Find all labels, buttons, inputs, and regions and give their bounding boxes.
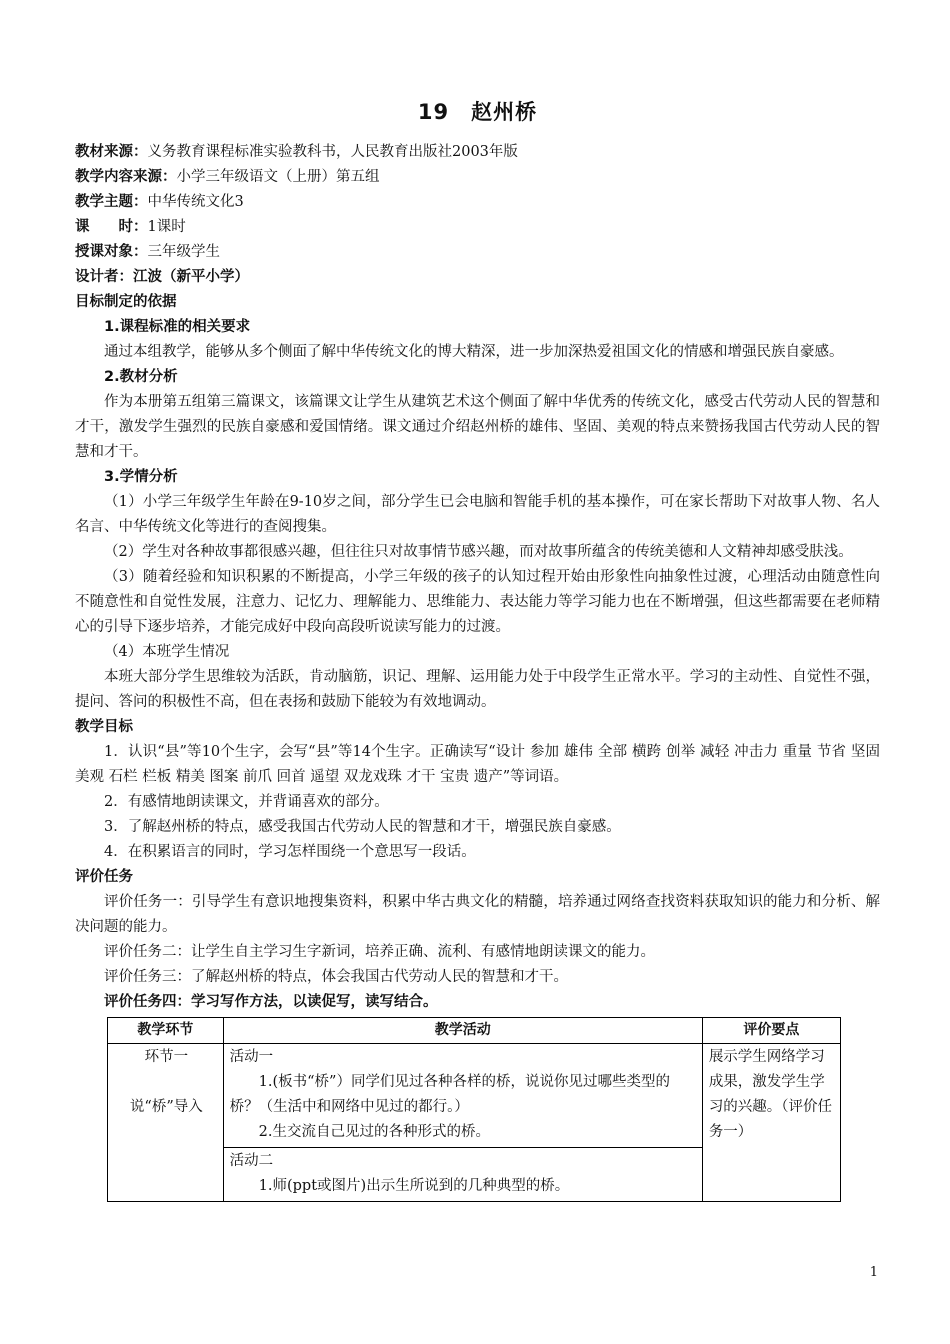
eval-task: 评价任务一：引导学生有意识地搜集资料，积累中华古典文化的精髓，培养通过网络查找资料获取知识的能力和分析、解决问题的能力。: [75, 894, 880, 935]
paragraph: 通过本组教学，能够从多个侧面了解中华传统文化的博大精深，进一步加深热爱祖国文化的情感和增强民族自豪感。: [104, 344, 844, 360]
meta-value: 中华传统文化3: [147, 194, 244, 210]
table-header: 教学环节: [108, 1018, 224, 1044]
eval-heading: 评价任务: [75, 869, 133, 885]
meta-key: 授课对象：: [75, 244, 148, 260]
activity-title: 活动二: [229, 1153, 274, 1169]
paragraph: （1）小学三年级学生年龄在9-10岁之间，部分学生已会电脑和智能手机的基本操作，可在家长帮助下对故事人物、名人名言、中华传统文化等进行的查阅搜集。: [75, 494, 880, 535]
meta-source: [75, 140, 880, 165]
section-title: 3.学情分析: [104, 469, 178, 485]
meta-value: 义务教育课程标准实验教科书，人民教育出版社2003年版: [147, 144, 518, 160]
stage-number: 环节一: [144, 1049, 189, 1065]
section-title: 2.教材分析: [104, 369, 178, 385]
meta-value: 小学三年级语文（上册）第五组: [176, 169, 380, 185]
meta-designer: 设计者：江波（新平小学）: [75, 269, 249, 285]
meta-key: 教材来源：: [75, 144, 148, 160]
activity-line: 1.师(ppt或图片)出示生所说到的几种典型的桥。: [258, 1178, 570, 1194]
activity-line: 1.(板书“桥”）同学们见过各种各样的桥，说说你见过哪些类型的桥？（生活中和网络中见过的都行。）: [229, 1074, 670, 1115]
paragraph: （2）学生对各种故事都很感兴趣，但往往只对故事情节感兴趣，而对故事所蕴含的传统美德和人文精神却感受肤浅。: [104, 544, 853, 560]
table-header: 评价要点: [702, 1018, 840, 1044]
page-number: 1: [869, 1265, 878, 1280]
paragraph: （3）随着经验和知识积累的不断提高，小学三年级的孩子的认知过程开始由形象性向抽象性过渡，心理活动由随意性向不随意性和自觉性发展，注意力、记忆力、理解能力、思维能力、表达能力等学习能力也在不断增强，但这些都需要在老师精心的引导下逐步培养，才能完成好中段向高段听说读写能力的过渡。: [75, 569, 880, 635]
meta-key: 课 时：: [75, 219, 148, 235]
document-page: [75, 96, 880, 1202]
table-header: 教学活动: [223, 1018, 702, 1044]
goal-item: 1．认识“县”等10个生字，会写“县”等14个生字。正确读写“设计 参加 雄伟 全部 横跨 创举 减轻 冲击力 重量 节省 坚固 美观 石栏 栏板 精美 图案 前爪 回首 遥望 双龙戏珠 才干 宝贵 遗产”等词语。: [75, 744, 880, 785]
section-title: 1.课程标准的相关要求: [104, 319, 251, 335]
meta-content-source: [75, 165, 880, 190]
activity-line: 2.生交流自己见过的各种形式的桥。: [258, 1124, 490, 1140]
paragraph: 作为本册第五组第三篇课文，该篇课文让学生从建筑艺术这个侧面了解中华优秀的传统文化，感受古代劳动人民的智慧和才干，激发学生强烈的民族自豪感和爱国情绪。课文通过介绍赵州桥的雄伟、坚固、美观的特点来赞扬我国古代劳动人民的智慧和才干。: [75, 394, 880, 460]
eval-task: 评价任务二：让学生自主学习生字新词，培养正确、流利、有感情地朗读课文的能力。: [104, 944, 655, 960]
stage-name: 说“桥”导入: [129, 1099, 203, 1115]
basis-heading: 目标制定的依据: [75, 294, 177, 310]
paragraph-title: （4）本班学生情况: [104, 644, 230, 660]
meta-key: 教学内容来源：: [75, 169, 177, 185]
meta-value: 三年级学生: [147, 244, 220, 260]
stage-cell: [108, 1044, 224, 1202]
evaluation-point-cell: 展示学生网络学习成果，激发学生学习的兴趣。（评价任务一）: [702, 1044, 840, 1202]
document-title: 19 赵州桥: [417, 100, 538, 124]
activity-cell: [223, 1044, 702, 1148]
meta-theme: [75, 190, 880, 215]
activity-title: 活动一: [229, 1049, 274, 1065]
goal-item: 2．有感情地朗读课文，并背诵喜欢的部分。: [104, 794, 389, 810]
meta-key: 教学主题：: [75, 194, 148, 210]
activity-cell: [223, 1148, 702, 1202]
table-row: [108, 1044, 841, 1148]
meta-periods: [75, 215, 880, 240]
paragraph: 本班大部分学生思维较为活跃，肯动脑筋，识记、理解、运用能力处于中段学生正常水平。学习的主动性、自觉性不强，提问、答问的积极性不高，但在表扬和鼓励下能较为有效地调动。: [75, 669, 880, 710]
goal-item: 4．在积累语言的同时，学习怎样围绕一个意思写一段话。: [104, 844, 476, 860]
meta-audience: [75, 240, 880, 265]
meta-value: 1课时: [147, 219, 186, 235]
eval-task: 评价任务三：了解赵州桥的特点，体会我国古代劳动人民的智慧和才干。: [104, 969, 568, 985]
lesson-table: [107, 1017, 841, 1202]
eval-task-bold: 评价任务四：学习写作方法，以读促写，读写结合。: [104, 994, 438, 1010]
goal-item: 3．了解赵州桥的特点，感受我国古代劳动人民的智慧和才干，增强民族自豪感。: [104, 819, 621, 835]
table-header-row: [108, 1018, 841, 1044]
goals-heading: 教学目标: [75, 719, 133, 735]
